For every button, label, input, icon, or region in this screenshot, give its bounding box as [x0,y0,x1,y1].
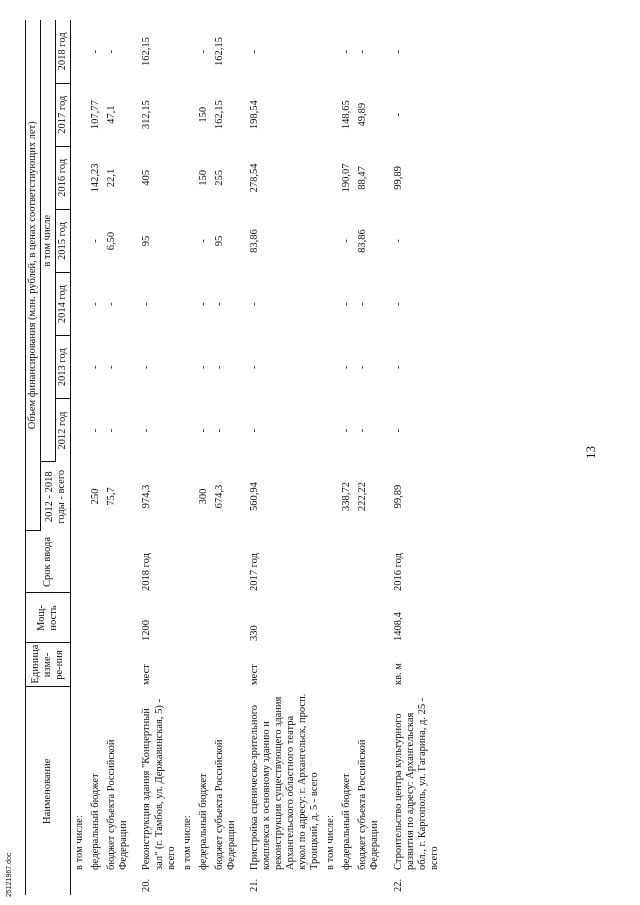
row-year-value: - [341,239,353,243]
row-position [182,870,194,892]
row-year-value [179,336,195,399]
row-year-value: 47,1 [106,105,118,124]
row-total: 974,3 [141,484,153,509]
row-year-value [179,83,195,146]
row-name: федеральный бюджет [341,773,353,870]
row-year-value: 150 [197,106,209,123]
row-year-value: - [392,239,404,243]
row-year-value: - [106,365,118,370]
row-year-value: - [248,428,260,433]
row-year-value [71,146,88,209]
row-year-value: - [392,428,404,433]
header-year: 2017 год [56,83,71,146]
row-position [106,870,130,892]
row-year-value: - [197,428,209,433]
row-year-value: - [248,49,260,54]
row-year-value: - [248,302,260,306]
row-year-value: 190,07 [341,163,353,193]
row-total: 75,7 [106,487,118,506]
row-year-value: 162,15 [213,37,225,67]
row-year-value: 49,89 [357,102,369,127]
row-total: 674,3 [213,484,225,509]
header-term: Срок ввода [26,531,71,593]
row-year-value [71,83,88,146]
row-year-value [179,273,195,336]
row-year-value [179,146,195,209]
row-year-value: - [90,239,102,243]
table-row [211,20,239,895]
row-year-value: - [392,49,404,54]
row-year-value: - [341,49,353,54]
header-year: 2018 год [56,20,71,83]
row-year-value: - [197,365,209,370]
row-unit: мест [248,664,260,685]
row-name-cell [131,687,178,895]
row-total: 300 [197,488,209,505]
row-name: Реконструкция здания "Концертный зал" (г. Тамбов, ул. Державинская, 5) - всего [141,699,177,870]
row-term [322,531,338,593]
row-year-value: - [141,302,153,306]
row-name-cell [322,687,338,895]
row-unit [322,643,338,687]
table-row [195,20,211,895]
row-year-value: - [357,428,369,433]
row-year-value: 162,15 [141,37,153,67]
header-total: 2012 - 2018 годы - всего [41,462,71,531]
row-name: Пристройка сценическо-зрительного комплекса к основному зданию и реконструкция существующего здания Архангельского областного театра кукол по адресу: г. Архангельск, просп. Троицкий, д. 5 - всего [248,693,321,870]
row-year-value: - [392,112,404,117]
row-year-value [71,273,88,336]
row-term: 2017 год [248,553,260,591]
row-year-value [322,20,338,83]
row-year-value: 95 [141,235,153,247]
row-unit [71,643,88,687]
row-total: 99,89 [392,484,404,509]
row-unit [195,643,211,687]
header-including: в том числе [41,20,56,462]
row-capacity [71,593,88,643]
row-position: 22. [392,878,404,892]
row-year-value: 83,86 [248,229,260,253]
table-row [322,20,338,895]
row-capacity: 1408,4 [392,612,404,641]
row-year-value: - [106,49,118,54]
header-name: Наименование [26,687,71,895]
row-year-value: - [90,49,102,54]
row-capacity [211,593,239,643]
financing-table [25,20,442,895]
row-term [354,531,382,593]
row-year-value: 150 [197,170,209,186]
row-year-value: - [357,49,369,54]
row-name-cell [239,687,322,895]
row-year-value: - [197,239,209,243]
row-capacity [87,593,103,643]
header-year: 2016 год [56,146,71,209]
row-year-value [71,399,88,462]
row-unit [103,643,131,687]
table-row [239,20,322,895]
row-year-value: 88,47 [357,166,369,190]
row-year-value: 99,89 [392,166,404,190]
row-name-cell [354,687,382,895]
row-position [341,870,353,892]
row-name: бюджет субъекта Российской Федерации [357,739,381,870]
row-name-cell [211,687,239,895]
row-term [87,531,103,593]
row-name: бюджет субъекта Российской Федерации [106,739,130,870]
row-year-value: 148,65 [341,100,353,130]
row-year-value: - [197,49,209,54]
row-unit [211,643,239,687]
row-capacity [354,593,382,643]
row-year-value [179,20,195,83]
row-year-value: - [213,302,225,306]
table-row [383,20,442,895]
row-position [198,870,210,892]
row-position: 20. [141,878,153,892]
row-year-value: - [357,365,369,370]
row-year-value: 278,54 [248,163,260,193]
row-name: федеральный бюджет [197,773,209,870]
row-name-cell [103,687,131,895]
row-capacity: 1200 [141,620,153,641]
header-capacity: Мощ-ность [26,593,71,643]
row-year-value: - [341,428,353,433]
row-year-value: 107,77 [90,100,102,130]
row-year-value: - [141,365,153,370]
row-position [74,870,86,892]
row-year-value [322,273,338,336]
row-year-value [71,209,88,272]
row-name-cell [71,687,88,895]
row-unit: кв. м [392,663,404,685]
row-term [179,531,195,593]
row-year-value [179,399,195,462]
header-year: 2012 год [56,399,71,462]
table-row [338,20,354,895]
row-name-cell [383,687,442,895]
row-year-value: - [392,365,404,370]
row-year-value: 312,15 [141,100,153,130]
row-capacity: 330 [248,625,260,641]
row-year-value: - [141,428,153,433]
row-term [195,531,211,593]
table-row [131,20,178,895]
header-year: 2013 год [56,336,71,399]
row-year-value: - [341,302,353,306]
row-year-value: - [106,302,118,306]
row-term: 2016 год [392,553,404,591]
row-unit [354,643,382,687]
row-year-value: - [357,302,369,306]
row-capacity [103,593,131,643]
row-year-value: 6,50 [106,231,118,251]
row-year-value: - [392,302,404,306]
table-row [71,20,88,895]
row-year-value: - [213,428,225,433]
row-position [357,870,381,892]
table-row [354,20,382,895]
row-year-value: - [248,365,260,370]
row-term [71,531,88,593]
row-capacity [179,593,195,643]
row-year-value: - [90,365,102,370]
row-position [325,870,337,892]
row-capacity [322,593,338,643]
row-total: 222,22 [357,482,369,511]
row-unit [87,643,103,687]
row-year-value: - [90,302,102,306]
row-name-cell [195,687,211,895]
row-name-cell [338,687,354,895]
row-year-value: 405 [141,170,153,186]
row-capacity [338,593,354,643]
row-total [71,462,88,531]
row-year-value: 162,15 [213,100,225,130]
row-capacity [195,593,211,643]
row-year-value: - [213,365,225,370]
row-name-cell [179,687,195,895]
row-year-value: 255 [213,170,225,186]
row-position: 21. [248,878,260,892]
header-year: 2015 год [56,209,71,272]
row-year-value [322,146,338,209]
row-unit [179,643,195,687]
row-term: 2018 год [141,553,153,591]
row-year-value: 142,23 [90,163,102,193]
row-year-value: 95 [213,235,225,247]
header-funding: Объем финансирования (млн. рублей, в ценах соответствующих лет) [26,20,41,531]
row-year-value: 83,86 [357,229,369,253]
row-year-value [179,209,195,272]
row-name: Строительство центра культурного развития по адресу: Архангельская обл., г. Каргополь, ул. Гагарина, д. 25 - всего [392,697,440,870]
row-year-value: 22,1 [106,168,118,188]
row-total [179,462,195,531]
page-number: 13 [583,446,598,459]
row-year-value [322,209,338,272]
row-unit [338,643,354,687]
row-year-value: 198,54 [248,100,260,130]
row-year-value [71,20,88,83]
row-name-cell [87,687,103,895]
row-year-value [71,336,88,399]
row-total [322,462,338,531]
row-year-value [322,336,338,399]
row-term [211,531,239,593]
row-name: федеральный бюджет [90,773,102,870]
row-year-value: - [341,365,353,370]
row-year-value: - [90,428,102,433]
row-total: 560,94 [248,482,260,511]
row-year-value [322,399,338,462]
row-year-value: - [106,428,118,433]
header-unit: Единица изме-ре-ния [26,643,71,687]
row-year-value [322,83,338,146]
row-name: в том числе: [325,815,337,870]
row-total: 250 [90,488,102,505]
header-year: 2014 год [56,273,71,336]
row-position [90,870,102,892]
table-row [179,20,195,895]
row-position [214,870,238,892]
row-unit: мест [141,664,153,685]
row-name: в том числе: [181,815,193,870]
table-row [103,20,131,895]
table-row [87,20,103,895]
row-year-value: - [197,302,209,306]
document-id: 25121967.doc [6,852,13,897]
row-term [103,531,131,593]
row-term [338,531,354,593]
row-name: в том числе: [74,815,86,870]
row-total: 338,72 [341,482,353,511]
row-name: бюджет субъекта Российской Федерации [213,739,237,870]
